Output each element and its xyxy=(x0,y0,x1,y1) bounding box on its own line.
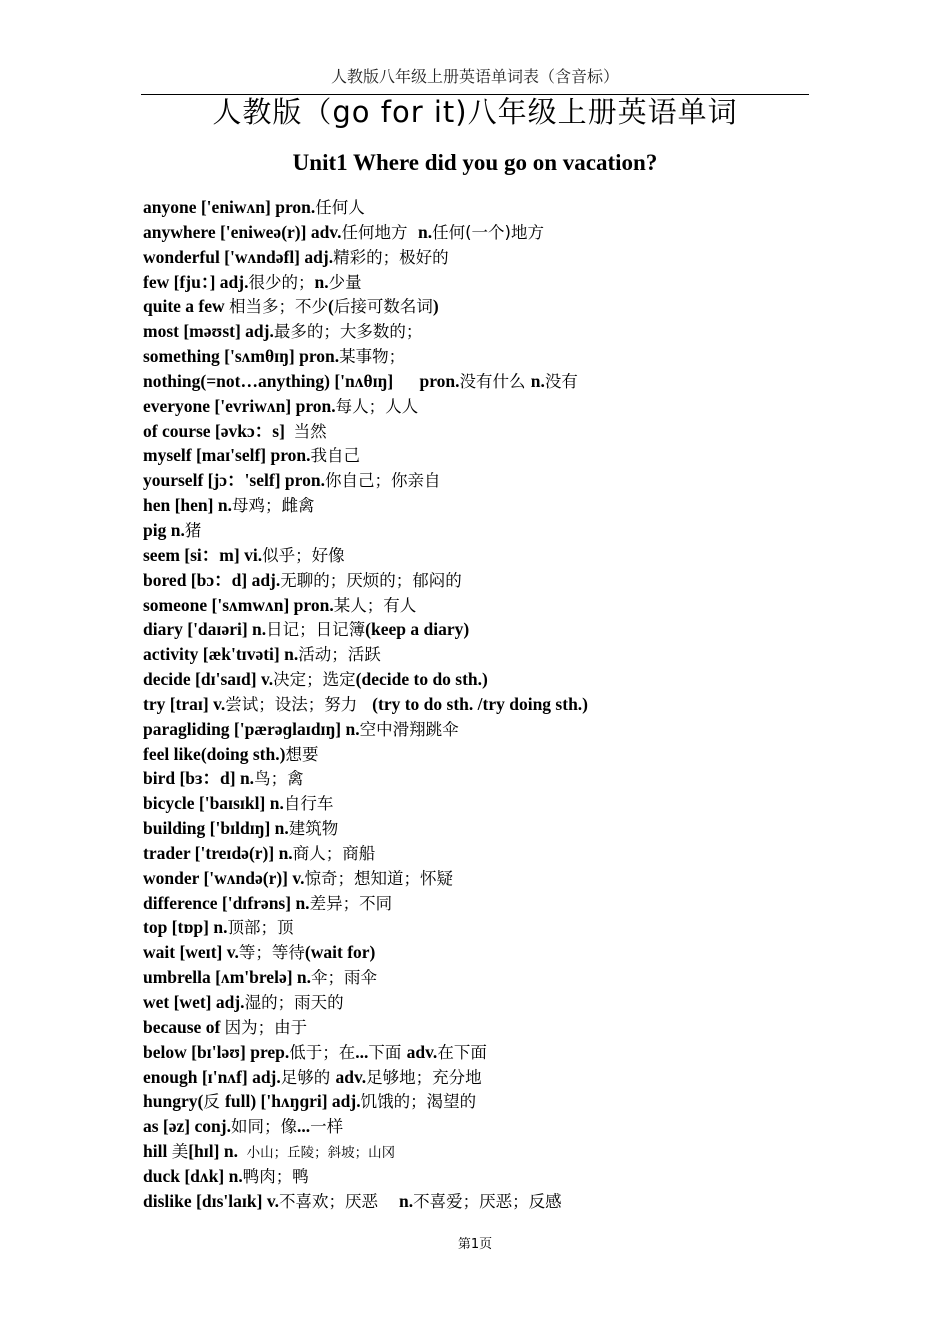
vocab-term: (try to do sth. /try doing sth.) xyxy=(367,693,589,714)
vocab-term: anyone ['eniwʌn] pron. xyxy=(143,197,316,217)
vocab-term: yourself [jɔ：'self] pron. xyxy=(143,470,325,491)
vocab-definition: 最多的；大多数的； xyxy=(273,322,423,342)
vocab-definition: 顶部；顶 xyxy=(227,918,294,938)
vocab-entry xyxy=(143,568,843,593)
vocab-entry xyxy=(143,518,843,543)
vocab-entry xyxy=(143,866,843,891)
vocab-term: below [bɪ'ləʊ] prep. xyxy=(143,1041,290,1062)
vocab-definition: 我自己 xyxy=(310,446,361,466)
vocab-term: seem [si：m] vi. xyxy=(143,544,263,565)
vocab-definition: 某人；有人 xyxy=(333,595,417,615)
vocab-term: full) ['hʌŋɡri] adj. xyxy=(225,1091,361,1112)
vocab-entry xyxy=(143,593,843,618)
vocab-definition: 不喜爱；厌恶；反感 xyxy=(413,1191,562,1211)
vocab-entry xyxy=(143,766,843,791)
vocab-definition: 因为；由于 xyxy=(224,1017,308,1037)
vocab-entry xyxy=(143,394,843,419)
vocab-term: adv. xyxy=(406,1041,438,1062)
vocab-term: most [məʊst] adj. xyxy=(143,321,274,342)
vocab-definition: 一样 xyxy=(310,1117,344,1137)
vocab-entry xyxy=(143,841,843,866)
vocab-entry xyxy=(143,965,843,990)
vocab-term: bird [bɜ：d] n. xyxy=(143,768,255,789)
vocab-definition: 没有什么 xyxy=(459,371,531,391)
vocab-entry xyxy=(143,1114,843,1139)
vocab-term: quite a few xyxy=(143,296,230,317)
vocab-entry xyxy=(143,1015,843,1040)
vocab-definition: 想要 xyxy=(285,744,319,764)
vocab-term: n. xyxy=(530,370,545,391)
vocab-term: top [tɒp] n. xyxy=(143,917,228,938)
vocab-definition: 任何(一个)地方 xyxy=(432,222,544,242)
vocab-term: enough [ɪ'nʌf] adj. xyxy=(143,1066,281,1087)
page-number: 第1页 xyxy=(457,1237,493,1252)
vocab-term: bicycle ['baɪsɪkl] n. xyxy=(143,793,284,814)
vocab-term: duck [dʌk] n. xyxy=(143,1165,243,1186)
vocab-term: ... xyxy=(296,1116,311,1137)
vocab-term: umbrella [ʌm'brelə] n. xyxy=(143,967,312,988)
vocab-term: bored [bɔ：d] adj. xyxy=(143,569,281,590)
vocab-term: difference ['dɪfrəns] n. xyxy=(143,892,310,913)
vocab-definition: 如同；像 xyxy=(230,1117,297,1137)
vocab-definition: 足够的 xyxy=(280,1067,336,1087)
vocab-term: something ['sʌmθɪŋ] pron. xyxy=(143,346,340,367)
vocab-definition: 任何人 xyxy=(315,198,365,217)
vocab-term: (wait for) xyxy=(304,942,376,963)
vocab-definition: 少量 xyxy=(328,272,362,292)
vocab-term: nothing(=not…anything) ['nʌθɪŋ] pron. xyxy=(143,370,460,391)
vocab-entry xyxy=(143,419,843,444)
vocab-definition: 没有 xyxy=(544,371,578,391)
vocab-definition: 在下面 xyxy=(437,1042,487,1062)
vocab-definition: 惊奇；想知道；怀疑 xyxy=(304,868,454,888)
vocab-term: ... xyxy=(355,1041,369,1062)
vocab-term: (keep a diary) xyxy=(365,619,470,640)
vocab-entry xyxy=(143,742,843,767)
vocab-entry xyxy=(143,245,843,270)
vocab-definition: 尝试；设法；努力 xyxy=(225,694,368,714)
vocab-definition: 日记；日记簿 xyxy=(266,620,366,640)
vocab-term: wonderful ['wʌndəfl] adj. xyxy=(143,246,334,267)
vocab-definition: 不喜欢；厌恶 xyxy=(279,1191,399,1211)
vocab-entry xyxy=(143,1164,843,1189)
vocab-entry xyxy=(143,667,843,692)
vocab-term: decide [dɪ'saɪd] v. xyxy=(143,669,274,690)
vocab-term: ) xyxy=(432,296,439,317)
vocab-definition: 任何地方 xyxy=(341,222,418,242)
vocab-term: activity [æk'tɪvəti] n. xyxy=(143,644,299,665)
vocab-entry xyxy=(143,1189,843,1214)
vocab-term: hill xyxy=(143,1141,172,1162)
vocab-definition: 每人；人人 xyxy=(335,396,419,416)
vocab-term: adv. xyxy=(335,1066,367,1087)
vocab-entry xyxy=(143,891,843,916)
vocab-term: myself [maɪ'self] pron. xyxy=(143,445,311,466)
vocab-definition: 精彩的；极好的 xyxy=(333,247,449,267)
vocab-term: few [fju：] adj. xyxy=(143,271,249,292)
vocab-definition: 反 xyxy=(203,1092,226,1112)
vocab-term: n. xyxy=(314,271,329,292)
vocab-definition: 差异；不同 xyxy=(309,893,393,913)
vocab-entry xyxy=(143,692,843,717)
unit-heading: Unit1 Where did you go on vacation? xyxy=(292,150,658,175)
vocab-definition: 决定；选定 xyxy=(273,670,356,690)
vocab-term: trader ['treɪdə(r)] n. xyxy=(143,842,293,863)
vocab-definition: 湿的；雨天的 xyxy=(244,993,344,1012)
vocab-entry xyxy=(143,816,843,841)
vocab-entry xyxy=(143,344,843,369)
vocab-definition: 美 xyxy=(171,1142,189,1162)
vocab-entry xyxy=(143,940,843,965)
vocab-definition: 相当多；不少 xyxy=(229,297,329,317)
vocab-term: because of xyxy=(143,1016,225,1037)
vocab-definition: 建筑物 xyxy=(288,819,339,839)
vocab-entry xyxy=(143,791,843,816)
vocab-term: feel like(doing sth.) xyxy=(143,743,286,764)
vocab-definition: 低于；在 xyxy=(289,1042,356,1062)
vocab-term: hen [hen] n. xyxy=(143,495,232,516)
vocab-entry xyxy=(143,195,843,220)
vocab-definition: 很少的； xyxy=(248,272,315,292)
vocab-entry xyxy=(143,1139,843,1164)
vocab-term: paragliding ['pærəɡlaɪdɪŋ] n. xyxy=(143,718,360,739)
vocab-entry xyxy=(143,915,843,940)
vocab-definition: 后接可数名词 xyxy=(333,297,433,317)
vocab-definition: 似乎；好像 xyxy=(262,545,345,565)
vocab-entry xyxy=(143,1065,843,1090)
vocab-entry xyxy=(143,443,843,468)
vocab-definition: 活动；活跃 xyxy=(298,645,381,665)
vocab-term: anywhere ['eniweə(r)] adv. xyxy=(143,221,342,242)
vocab-definition: 母鸡；雌禽 xyxy=(231,496,315,516)
vocab-entry xyxy=(143,468,843,493)
vocab-term: try [traɪ] v. xyxy=(143,693,226,714)
vocab-term: [hɪl] n. xyxy=(188,1141,243,1162)
vocab-entry xyxy=(143,319,843,344)
vocab-definition: 足够地；充分地 xyxy=(366,1067,482,1087)
vocab-term: pig n. xyxy=(143,519,185,540)
vocab-term: wet [wet] adj. xyxy=(143,992,245,1012)
vocab-term: (decide to do sth.) xyxy=(355,669,488,690)
vocab-definition: 自行车 xyxy=(283,794,334,814)
vocab-entry xyxy=(143,294,843,319)
vocab-definition: 等；等待 xyxy=(238,943,305,963)
vocab-definition: 无聊的；厌烦的；郁闷的 xyxy=(280,570,462,590)
vocab-term: dislike [dɪs'laɪk] v. xyxy=(143,1190,280,1211)
vocab-entry xyxy=(143,493,843,518)
vocab-entry xyxy=(143,1089,843,1114)
vocab-definition: 某事物； xyxy=(339,347,406,367)
vocab-entry xyxy=(143,270,843,295)
vocab-definition: 空中滑翔跳伞 xyxy=(359,719,459,739)
vocab-definition: 饥饿的；渴望的 xyxy=(360,1092,477,1112)
vocab-entry xyxy=(143,1040,843,1065)
vocab-definition: 小山；丘陵；斜坡；山冈 xyxy=(242,1145,396,1162)
running-header: 人教版八年级上册英语单词表（含音标） xyxy=(330,67,619,86)
vocab-definition: 商人；商船 xyxy=(292,843,376,863)
vocab-entry xyxy=(143,220,843,245)
vocab-term: wait [weɪt] v. xyxy=(143,942,239,963)
vocab-term: everyone ['evriwʌn] pron. xyxy=(143,395,336,416)
document-title: 人教版（go for it)八年级上册英语单词 xyxy=(212,95,738,129)
vocab-definition: 你自己；你亲自 xyxy=(324,471,441,491)
vocab-definition: 猪 xyxy=(184,520,202,540)
vocab-definition: 下面 xyxy=(368,1042,407,1062)
vocab-definition: 当然 xyxy=(293,421,327,441)
vocab-term: diary ['daɪəri] n. xyxy=(143,619,267,640)
vocab-term: wonder ['wʌndə(r)] v. xyxy=(143,867,305,888)
vocab-term: building ['bɪldɪŋ] n. xyxy=(143,818,289,839)
vocab-term: ( xyxy=(328,296,334,317)
vocab-term: of course [əvkɔ：s] xyxy=(143,420,294,441)
vocab-entry xyxy=(143,990,843,1015)
vocab-definition: 伞；雨伞 xyxy=(311,968,378,988)
vocab-term: hungry( xyxy=(143,1091,204,1112)
vocab-definition: 鸭肉；鸭 xyxy=(242,1166,309,1186)
vocab-entry xyxy=(143,369,843,394)
vocab-term: n. xyxy=(399,1190,414,1211)
vocab-definition: 鸟；禽 xyxy=(254,769,304,789)
vocab-entry xyxy=(143,717,843,742)
vocab-entry xyxy=(143,617,843,642)
vocab-entry xyxy=(143,642,843,667)
vocabulary-list xyxy=(143,195,843,1214)
vocab-term: someone ['sʌmwʌn] pron. xyxy=(143,594,334,615)
vocab-entry xyxy=(143,543,843,568)
vocab-term: as [əz] conj. xyxy=(143,1116,231,1137)
vocab-term: n. xyxy=(417,221,433,242)
